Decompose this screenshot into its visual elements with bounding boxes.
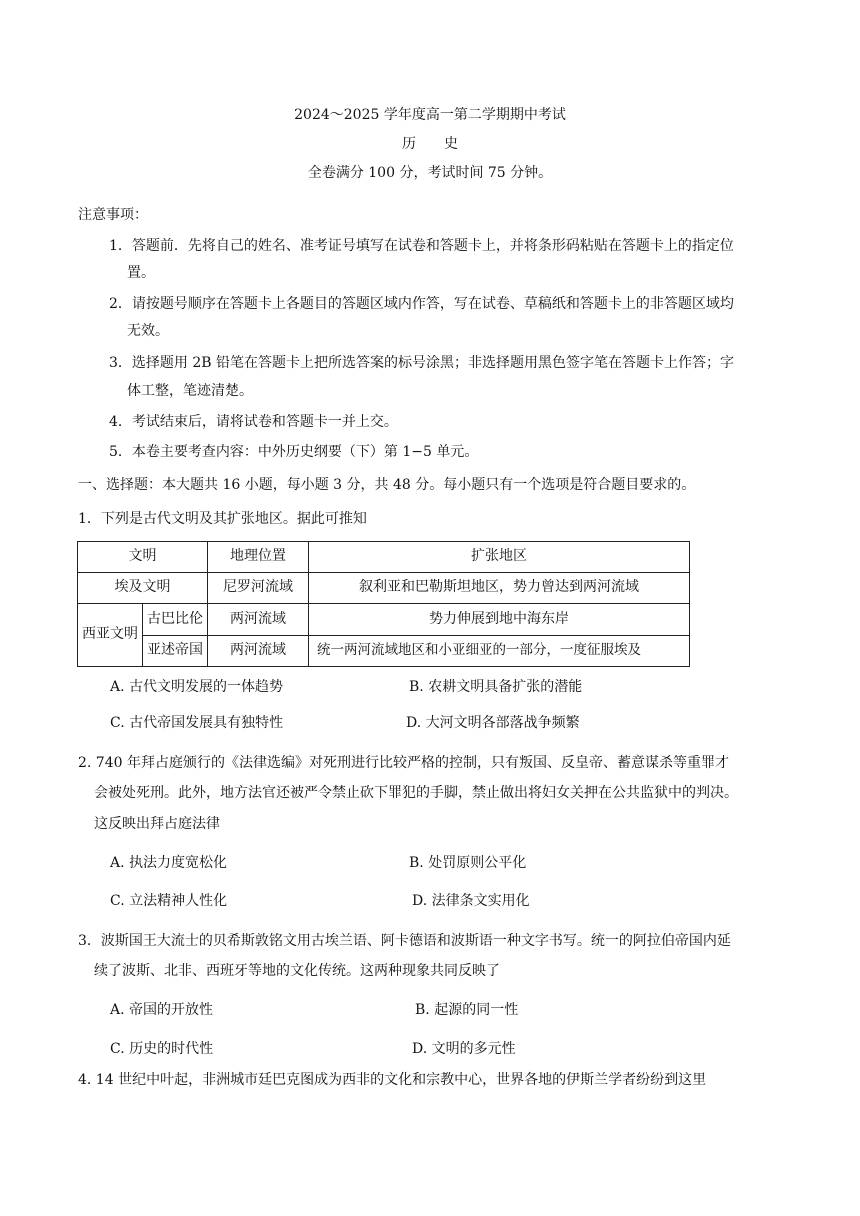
note-item-1-cont: 置。 <box>127 265 155 281</box>
q2-stem-line3: 这反映出拜占庭法律 <box>94 816 220 832</box>
q1-option-b: B. 农耕文明具备扩张的潜能 <box>409 679 583 695</box>
note-item-4 <box>109 415 398 429</box>
q3-option-d: D. 文明的多元性 <box>412 1041 516 1057</box>
table-cell-civilization: 古巴比伦 <box>143 604 207 636</box>
note-text: 请按题号顺序在答题卡上各题目的答题区域内作答，写在试卷、草稿纸和答题卡上的非答题区域均 <box>131 296 734 312</box>
q2-option-c: C. 立法精神人性化 <box>110 893 228 909</box>
note-text: 选择题用 2B 铅笔在答题卡上把所选答案的标号涂黑；非选择题用黑色签字笔在答题卡上作答；字 <box>131 355 735 371</box>
table-header: 扩张地区 <box>309 542 690 573</box>
note-text: 答题前．先将自己的姓名、准考证号填写在试卷和答题卡上，并将条形码粘贴在答题卡上的指定位 <box>131 238 734 254</box>
note-text: 本卷主要考查内容：中外历史纲要（下）第 1−5 单元。 <box>131 444 479 460</box>
subject-title: 历 史 <box>402 136 458 152</box>
table-cell-location: 尼罗河流域 <box>208 573 309 604</box>
note-item-3 <box>109 356 734 370</box>
q1-option-a: A. 古代文明发展的一体趋势 <box>110 679 284 695</box>
q3-stem-line1: 3．波斯国王大流士的贝希斯敦铭文用古埃兰语、阿卡德语和波斯语一种文字书写。统一的阿拉伯帝国内延 <box>78 933 731 949</box>
note-number: 4． <box>109 414 132 430</box>
q2-option-b: B. 处罚原则公平化 <box>409 855 527 871</box>
q3-option-a: A. 帝国的开放性 <box>110 1002 214 1018</box>
q1-option-c: C. 古代帝国发展具有独特性 <box>110 715 284 731</box>
q1-stem: 1．下列是古代文明及其扩张地区。据此可推知 <box>78 511 367 527</box>
table-row <box>78 604 690 636</box>
note-number: 3． <box>109 355 132 371</box>
notes-heading: 注意事项： <box>78 207 148 223</box>
q1-option-d: D. 大河文明各部落战争频繁 <box>406 715 580 731</box>
note-item-5 <box>109 445 478 459</box>
civilization-table <box>77 541 690 667</box>
exam-info: 全卷满分 100 分，考试时间 75 分钟。 <box>307 165 553 181</box>
q3-option-c: C. 历史的时代性 <box>110 1041 214 1057</box>
note-text: 考试结束后，请将试卷和答题卡一并上交。 <box>131 414 398 430</box>
table-row <box>78 573 690 604</box>
note-item-2 <box>109 297 734 311</box>
note-item-2-cont: 无效。 <box>127 323 169 339</box>
note-item-3-cont: 体工整，笔迹清楚。 <box>127 383 253 399</box>
exam-title: 2024～2025 学年度高一第二学期期中考试 <box>294 107 566 123</box>
q2-stem-line1: 2. 740 年拜占庭颁行的《法律选编》对死刑进行比较严格的控制，只有叛国、反皇帝、蓄意谋杀等重罪才 <box>78 755 729 771</box>
table-cell-expansion: 叙利亚和巴勒斯坦地区，势力曾达到两河流域 <box>309 573 690 604</box>
table-cell-expansion: 统一两河流域地区和小亚细亚的一部分，一度征服埃及 <box>309 635 690 667</box>
table-header: 文明 <box>78 542 208 573</box>
q2-stem-line2: 会被处死刑。此外，地方法官还被严令禁止砍下罪犯的手脚，禁止做出将妇女关押在公共监狱中的判决。 <box>94 785 738 801</box>
q3-stem-line2: 续了波斯、北非、西班牙等地的文化传统。这两种现象共同反映了 <box>94 963 500 979</box>
note-number: 2． <box>109 296 132 312</box>
table-cell-west-asia-group <box>78 604 208 667</box>
note-item-1 <box>109 239 734 253</box>
table-header: 地理位置 <box>208 542 309 573</box>
table-cell-expansion: 势力伸展到地中海东岸 <box>309 604 690 636</box>
q2-option-d: D. 法律条文实用化 <box>412 893 530 909</box>
west-asia-label: 西亚文明 <box>78 604 143 666</box>
note-number: 5． <box>109 444 132 460</box>
table-cell-location: 两河流域 <box>208 635 309 667</box>
table-cell-civilization: 亚述帝国 <box>147 642 203 659</box>
table-cell-civilization: 埃及文明 <box>78 573 208 604</box>
q3-option-b: B. 起源的同一性 <box>415 1002 519 1018</box>
table-cell-location: 两河流域 <box>208 604 309 636</box>
q2-option-a: A. 执法力度宽松化 <box>110 855 228 871</box>
table-header-row <box>78 542 690 573</box>
section-heading: 一、选择题：本大题共 16 小题，每小题 3 分，共 48 分。每小题只有一个选项是符合题目要求的。 <box>78 477 696 493</box>
note-number: 1． <box>109 238 132 254</box>
q4-stem-line1: 4. 14 世纪中叶起，非洲城市廷巴克图成为西非的文化和宗教中心，世界各地的伊斯兰学者纷纷到这里 <box>78 1072 707 1088</box>
